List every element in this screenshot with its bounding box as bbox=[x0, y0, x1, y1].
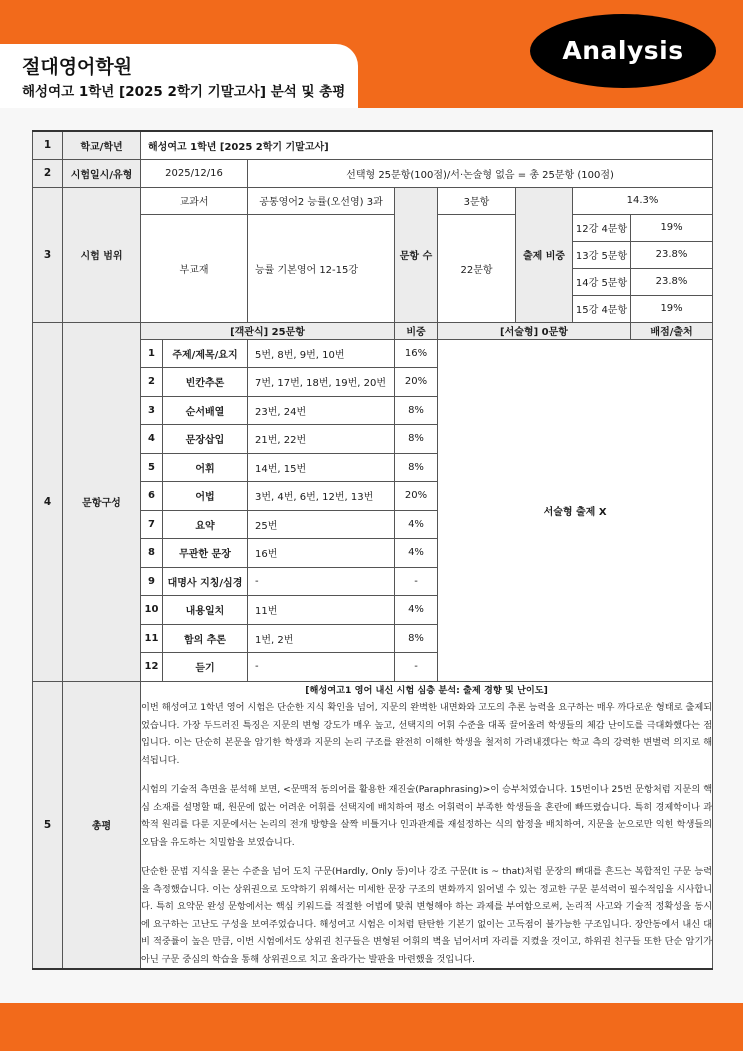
ratio-label: 출제 비중 bbox=[516, 187, 573, 322]
row-school bbox=[33, 131, 713, 159]
summary-paragraph-3: 단순한 문법 지식을 묻는 수준을 넘어 도치 구문(Hardly, Only 등)이나 강조 구문(It is ~ that)처럼 문장의 뼈대를 흔드는 복합적인 구문 능력을 측정했습니다. 이는 상위권으로 도약하기 위해서는 미세한 문장 구조의 변화까지 읽어낼 수 있는 정교한 구문 분석력이 필수적임을 시사합니다. 특히 요약문 완성 문항에서는 핵심 키워드를 적절한 어법에 맞춰 변형해야 하는 과제를 부여함으로써, 논리적 사고와 기술적 정확성을 동시에 요구하는 고난도 구성을 보여주었습니다. 해성여고 시험은 이처럼 탄탄한 기본기 없이는 고득점이 불가능한 구조입니다. 장안동에서 내신 대비 적중률이 높은 만큼, 이번 시험에서도 상위권 친구들은 변형된 어휘의 벽을 넘어서며 자리를 지켰을 것이고, 하위권 친구들 또한 단순 암기가 아닌 구문 중심의 학습을 통해 상위권으로 치고 올라가는 발판을 마련했을 것입니다. bbox=[141, 866, 713, 965]
row-label-composition: 문항구성 bbox=[63, 322, 141, 681]
row-composition-header bbox=[33, 322, 713, 339]
item-questions: 7번, 17번, 18번, 19번, 20번 bbox=[248, 368, 395, 397]
row-label-school: 학교/학년 bbox=[63, 131, 141, 159]
row-number: 2 bbox=[33, 159, 63, 187]
item-type: 빈칸추론 bbox=[163, 368, 248, 397]
textbook-count: 3문항 bbox=[438, 187, 516, 214]
academy-title: 절대영어학원 bbox=[22, 56, 133, 78]
item-type: 함의 추론 bbox=[163, 624, 248, 653]
report-subtitle: 해성여고 1학년 [2025 2학기 기말고사] 분석 및 총평 bbox=[22, 84, 346, 100]
summary-title: [해성여고1 영어 내신 시험 심층 분석: 출제 경향 및 난이도] bbox=[305, 684, 548, 696]
item-number: 3 bbox=[141, 396, 163, 425]
row-label-date: 시험일시/유형 bbox=[63, 159, 141, 187]
analysis-table bbox=[32, 130, 713, 970]
item-number: 12 bbox=[141, 653, 163, 682]
item-ratio: 8% bbox=[395, 396, 438, 425]
lesson-name: 14강 5문항 bbox=[573, 268, 631, 295]
ratio-header: 비중 bbox=[395, 322, 438, 339]
item-type: 내용일치 bbox=[163, 596, 248, 625]
item-questions: 23번, 24번 bbox=[248, 396, 395, 425]
textbook-ratio: 14.3% bbox=[573, 187, 713, 214]
row-exam-date bbox=[33, 159, 713, 187]
item-type: 대명사 지칭/심경 bbox=[163, 567, 248, 596]
objective-header: [객관식] 25문항 bbox=[141, 322, 395, 339]
item-ratio: 20% bbox=[395, 368, 438, 397]
summary-paragraph-1: 이번 해성여고 1학년 영어 시험은 단순한 지식 확인을 넘어, 지문의 완벽한 내면화와 고도의 추론 능력을 요구하는 매우 까다로운 형태로 출제되었습니다. 가장 두드러진 특징은 지문의 변형 강도가 매우 높고, 선택지의 어휘 수준을 대폭 끌어올려 학생들의 체감 난이도를 극대화했다는 점입니다. 이는 단순히 본문을 암기한 학생과 지문의 논리 구조를 완전히 이해한 학생을 철저히 가려내겠다는 학교 측의 강력한 변별력 의지로 해석됩니다. bbox=[141, 702, 713, 766]
item-number: 7 bbox=[141, 510, 163, 539]
row-label-range: 시험 범위 bbox=[63, 187, 141, 322]
item-questions: 25번 bbox=[248, 510, 395, 539]
item-ratio: 8% bbox=[395, 425, 438, 454]
item-questions: 14번, 15번 bbox=[248, 453, 395, 482]
item-questions: 5번, 8번, 9번, 10번 bbox=[248, 339, 395, 368]
item-number: 4 bbox=[141, 425, 163, 454]
item-ratio: 4% bbox=[395, 539, 438, 568]
item-ratio: - bbox=[395, 653, 438, 682]
lesson-pct: 23.8% bbox=[631, 268, 713, 295]
school-value: 해성여고 1학년 [2025 2학기 기말고사] bbox=[141, 131, 713, 159]
subtext-count: 22문항 bbox=[438, 214, 516, 322]
item-ratio: 16% bbox=[395, 339, 438, 368]
row-number: 3 bbox=[33, 187, 63, 322]
subjective-note: 서술형 출제 X bbox=[438, 339, 713, 681]
textbook-value: 공통영어2 능률(오선영) 3과 bbox=[248, 187, 395, 214]
lesson-name: 13강 5문항 bbox=[573, 241, 631, 268]
item-ratio: 4% bbox=[395, 596, 438, 625]
item-ratio: 4% bbox=[395, 510, 438, 539]
item-type: 어휘 bbox=[163, 453, 248, 482]
item-type: 듣기 bbox=[163, 653, 248, 682]
lesson-pct: 19% bbox=[631, 214, 713, 241]
lesson-pct: 23.8% bbox=[631, 241, 713, 268]
item-type: 순서배열 bbox=[163, 396, 248, 425]
subjective-header: [서술형] 0문항 bbox=[438, 322, 631, 339]
item-ratio: 20% bbox=[395, 482, 438, 511]
lesson-name: 15강 4문항 bbox=[573, 295, 631, 322]
lesson-pct: 19% bbox=[631, 295, 713, 322]
item-number: 2 bbox=[141, 368, 163, 397]
item-type: 문장삽입 bbox=[163, 425, 248, 454]
subtext-label: 부교재 bbox=[141, 214, 248, 322]
item-questions: - bbox=[248, 653, 395, 682]
row-number: 1 bbox=[33, 131, 63, 159]
subtext-value: 능률 기본영어 12-15강 bbox=[248, 214, 395, 322]
item-questions: 1번, 2번 bbox=[248, 624, 395, 653]
analysis-logo: Analysis bbox=[530, 14, 716, 88]
item-number: 1 bbox=[141, 339, 163, 368]
item-number: 9 bbox=[141, 567, 163, 596]
item-questions: - bbox=[248, 567, 395, 596]
item-questions: 16번 bbox=[248, 539, 395, 568]
row-summary bbox=[33, 681, 713, 969]
item-number: 8 bbox=[141, 539, 163, 568]
item-number: 6 bbox=[141, 482, 163, 511]
exam-type: 선택형 25문항(100점)/서·논술형 없음 = 총 25문항 (100점) bbox=[248, 159, 713, 187]
row-number: 4 bbox=[33, 322, 63, 681]
item-type: 어법 bbox=[163, 482, 248, 511]
analysis-table-container bbox=[32, 130, 712, 970]
lesson-name: 12강 4문항 bbox=[573, 214, 631, 241]
footer-bar bbox=[0, 1003, 743, 1051]
question-count-label: 문항 수 bbox=[395, 187, 438, 322]
points-header: 배점/출처 bbox=[631, 322, 713, 339]
exam-date: 2025/12/16 bbox=[141, 159, 248, 187]
item-number: 5 bbox=[141, 453, 163, 482]
item-type: 요약 bbox=[163, 510, 248, 539]
item-number: 11 bbox=[141, 624, 163, 653]
item-type: 무관한 문장 bbox=[163, 539, 248, 568]
summary-paragraph-2: 시험의 기술적 측면을 분석해 보면, <문맥적 동의어를 활용한 재진술(Paraphrasing)>이 승부처였습니다. 15번이나 25번 문항처럼 지문의 핵심 소재를 설명할 때, 원문에 없는 어려운 어휘를 선택지에 배치하여 평소 어휘력이 부족한 학생들을 혼란에 빠뜨렸습니다. 특히 경제학이나 과학적 원리를 다룬 지문에서는 논리의 전개 방향을 살짝 비틀거나 인과관계를 재설정하는 식의 함정을 배치하여, 지문을 눈으로만 익힌 학생들의 오답을 유도하는 치밀함을 보였습니다. bbox=[141, 784, 713, 848]
row-label-summary: 총평 bbox=[63, 681, 141, 969]
item-questions: 21번, 22번 bbox=[248, 425, 395, 454]
item-questions: 11번 bbox=[248, 596, 395, 625]
item-questions: 3번, 4번, 6번, 12번, 13번 bbox=[248, 482, 395, 511]
item-ratio: 8% bbox=[395, 453, 438, 482]
row-exam-range bbox=[33, 187, 713, 214]
item-type: 주제/제목/요지 bbox=[163, 339, 248, 368]
textbook-label: 교과서 bbox=[141, 187, 248, 214]
item-ratio: 8% bbox=[395, 624, 438, 653]
summary-text bbox=[141, 681, 713, 969]
row-number: 5 bbox=[33, 681, 63, 969]
item-number: 10 bbox=[141, 596, 163, 625]
item-ratio: - bbox=[395, 567, 438, 596]
